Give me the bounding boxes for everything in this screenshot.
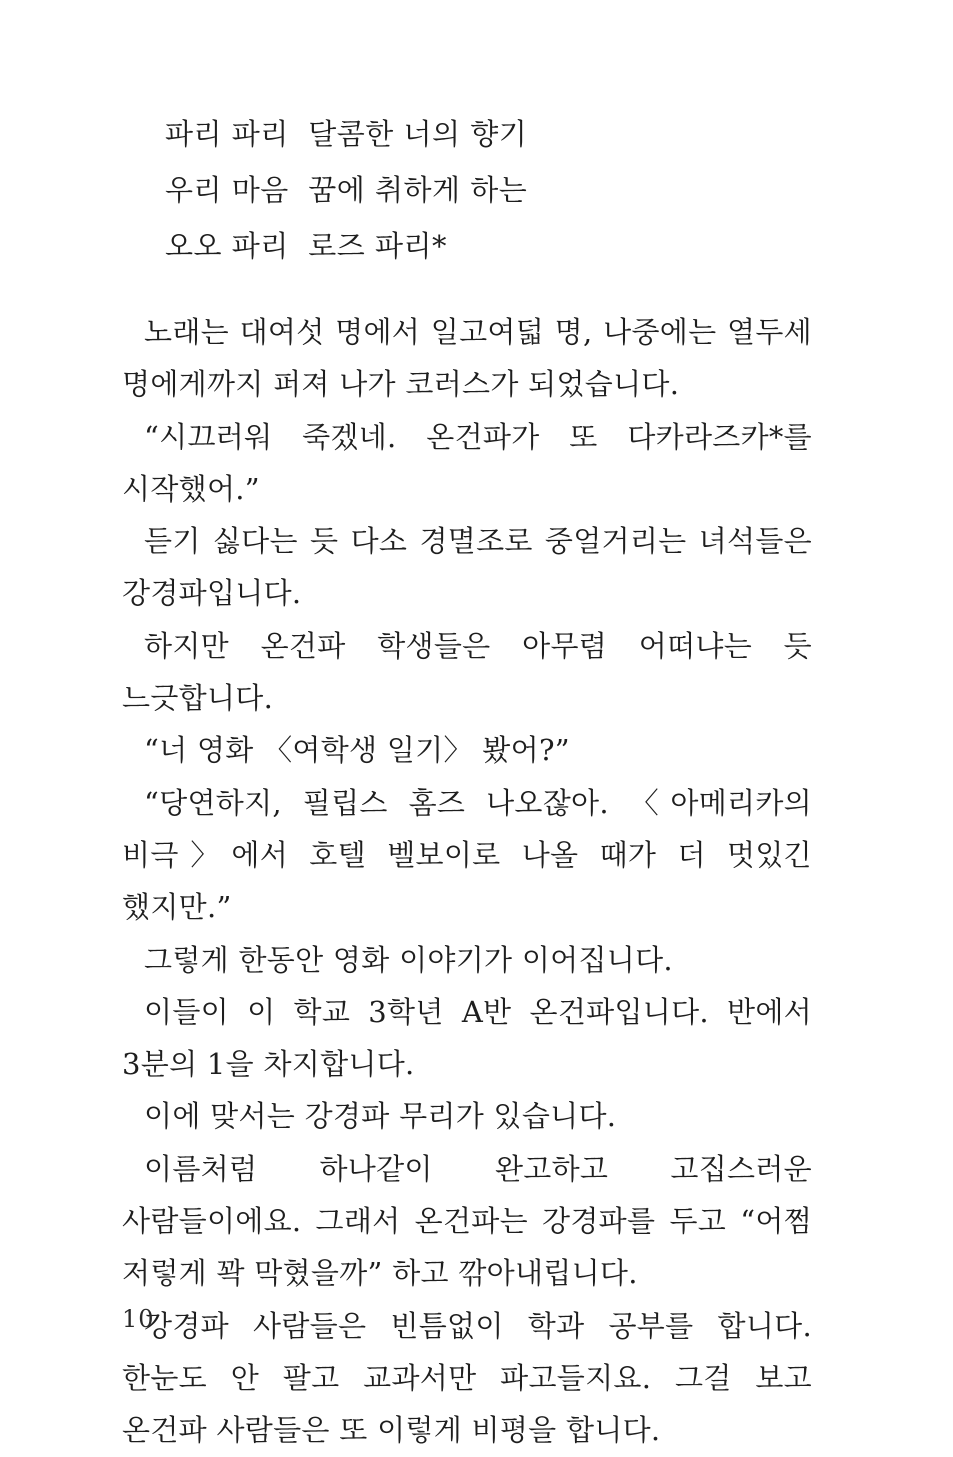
paragraph: 하지만 온건파 학생들은 아무렴 어떠냐는 듯 느긋합니다. <box>122 628 812 716</box>
paragraph: 이들이 이 학교 3학년 A반 온건파입니다. 반에서 3분의 1을 차지합니다. <box>122 994 812 1082</box>
paragraph: 듣기 싫다는 듯 다소 경멸조로 중얼거리는 녀석들은 강경파입니다. <box>122 524 812 611</box>
verse-line: 오오 파리 로즈 파리* <box>165 229 447 263</box>
song-verse <box>165 106 785 274</box>
paragraph: 강경파 사람들은 빈틈없이 학과 공부를 합니다. 한눈도 안 팔고 교과서만 파고들지요. 그걸 보고 온건파 사람들은 또 이렇게 비평을 합니다. <box>122 1308 812 1448</box>
paragraph: 이에 맞서는 강경파 무리가 있습니다. <box>144 1099 617 1134</box>
verse-line: 우리 마음 꿈에 취하게 하는 <box>165 173 528 207</box>
body-text <box>122 306 812 1457</box>
paragraph: “시끄러워 죽겠네. 온건파가 또 다카라즈카*를 시작했어.” <box>122 419 812 506</box>
paragraph: 이름처럼 하나같이 완고하고 고집스러운 사람들이에요. 그래서 온건파는 강경파를 두고 “어쩜 저렇게 꽉 막혔을까” 하고 깎아내립니다. <box>122 1151 812 1291</box>
paragraph: “당연하지, 필립스 홈즈 나오잖아. 〈아메리카의 비극〉에서 호텔 벨보이로 나올 때가 더 멋있긴 했지만.” <box>122 785 812 925</box>
paragraph: 노래는 대여섯 명에서 일고여덟 명, 나중에는 열두세 명에게까지 퍼져 나가 코러스가 되었습니다. <box>122 315 812 402</box>
page-number: 10 <box>122 1305 155 1333</box>
paragraph: “너 영화 〈여학생 일기〉 봤어?” <box>144 733 570 768</box>
paragraph: 그렇게 한동안 영화 이야기가 이어집니다. <box>144 942 673 977</box>
verse-line: 파리 파리 달콤한 너의 향기 <box>165 117 528 151</box>
